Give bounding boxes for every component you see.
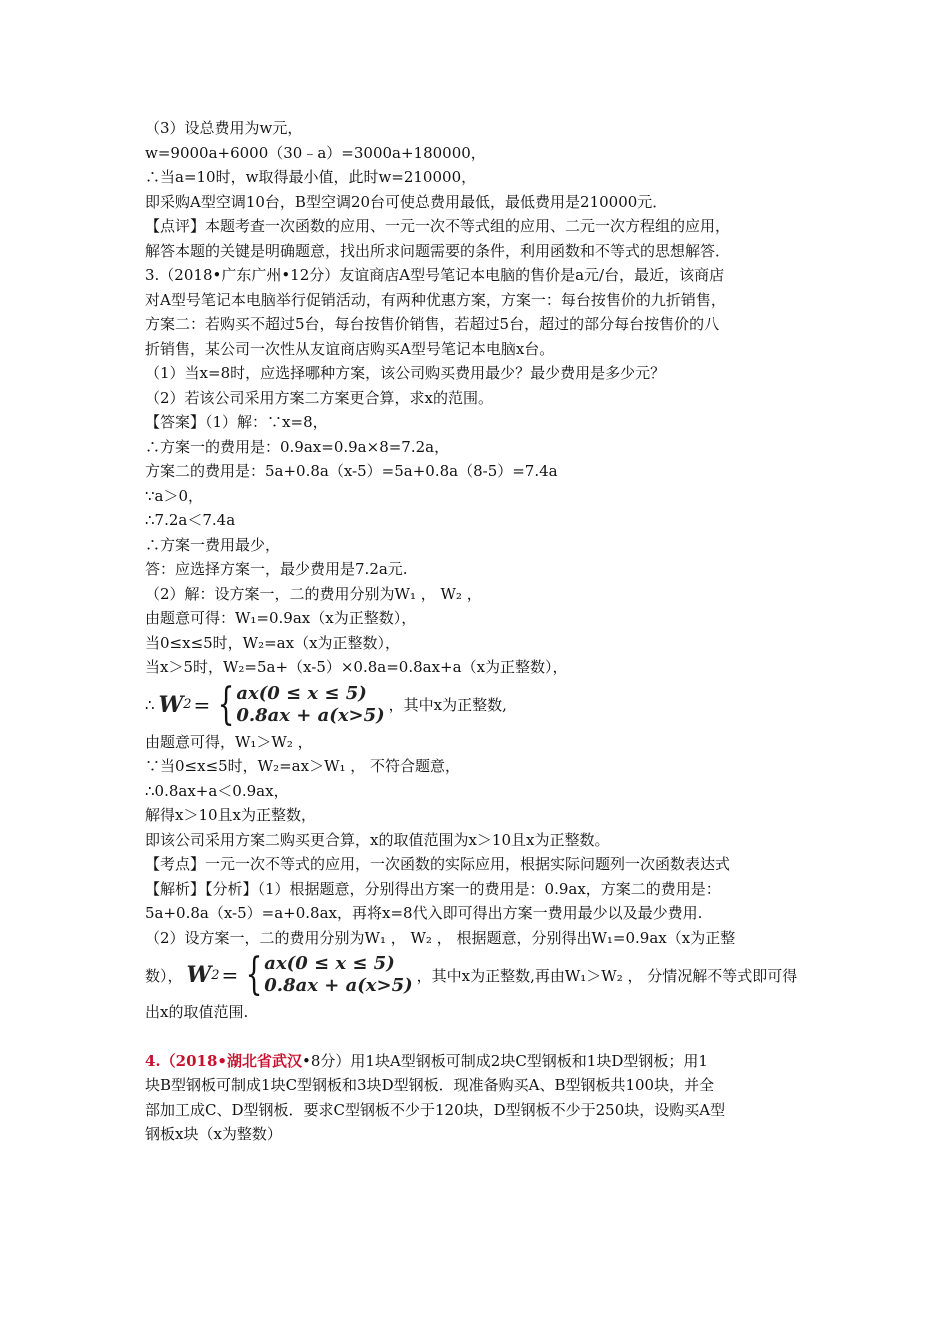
text-line: ∵a＞0， (145, 486, 204, 505)
text-line: 方案二：若购买不超过5台，每台按售价销售，若超过5台，超过的部分每台按售价的八 (145, 315, 720, 333)
formula-suffix: ，其中x为正整数, (388, 696, 507, 714)
text-line: 即该公司采用方案二购买更合算，x的取值范围为x＞10且x为正整数。 (145, 830, 610, 849)
text-line: ∴方案一费用最少， (145, 535, 281, 554)
q4-source: 2018•湖北省武汉 (175, 1051, 303, 1070)
question-3-title: 3.（2018•广东广州•12分）友谊商店A型号笔记本电脑的售价是a元/台，最近，该商店 (145, 266, 725, 284)
text-line: （1）当x=8时，应选择哪种方案，该公司购买费用最少？最少费用是多少元？ (145, 364, 666, 382)
text-line: ∴当a=10时，w取得最小值，此时w=210000， (145, 168, 477, 186)
formula-subscript: 2 (211, 967, 220, 983)
text-line: 方案二的费用是：5a+0.8a（x-5）=5a+0.8a（8-5）=7.4a (145, 462, 558, 480)
text-line: 即采购A型空调10台，B型空调20台可使总费用最低，最低费用是210000元． (145, 192, 668, 211)
text-line: 块B型钢板可制成1块C型钢板和3块D型钢板．现准备购买A、B型钢板共100块，并全 (145, 1076, 715, 1094)
formula-prefix: 数）， (145, 966, 183, 985)
formula-case-1: ax(0 ≤ x ≤ 5) (264, 953, 395, 974)
left-brace-icon: { (245, 949, 263, 1000)
formula-lhs: W (186, 962, 212, 988)
piecewise-formula-1 (145, 680, 810, 730)
formula-suffix: ，其中x为正整数,再由W₁＞W₂ ， 分情况解不等式即可得 (416, 966, 798, 985)
text-line: ∴方案一的费用是：0.9ax=0.9a×8=7.2a， (145, 437, 450, 456)
text-line: 部加工成C、D型钢板．要求C型钢板不少于120块，D型钢板不少于250块，设购买A型 (145, 1100, 726, 1119)
text-line: （2）若该公司采用方案二方案更合算，求x的范围。 (145, 388, 494, 407)
text-line: 5a+0.8a（x-5）=a+0.8ax，再将x=8代入即可得出方案一费用最少以及最少费用. (145, 904, 703, 922)
q4-text: •8分）用1块A型钢板可制成2块C型钢板和1块D型钢板；用1 (302, 1051, 708, 1070)
formula-image (186, 949, 413, 1000)
question-4-title (145, 1049, 810, 1074)
text-line: 【点评】本题考查一次函数的应用、一元一次不等式组的应用、二元一次方程组的应用， (145, 217, 731, 235)
text-line: 当0≤x≤5时，W₂=ax（x为正整数）， (145, 633, 401, 652)
document-page (145, 116, 810, 1147)
text-line: 解得x＞10且x为正整数， (145, 806, 317, 824)
formula-cases (236, 683, 384, 727)
text-line: （2）解：设方案一，二的费用分别为W₁ ， W₂ ， (145, 584, 482, 603)
spacer (145, 1025, 810, 1049)
answer-heading: 【答案】（1）解：∵x=8， (145, 413, 328, 431)
text-line: 由题意可得，W₁＞W₂ ， (145, 732, 313, 751)
text-line: ∴0.8ax+a＜0.9ax， (145, 781, 289, 800)
text-line: 钢板x块（x为整数） (145, 1125, 282, 1143)
text-line: 对A型号笔记本电脑举行促销活动，有两种优惠方案，方案一：每台按售价的九折销售， (145, 290, 726, 309)
key-points-line: 【考点】一元一次不等式的应用，一次函数的实际应用，根据实际问题列一次函数表达式 (145, 855, 731, 873)
text-line: （2）设方案一，二的费用分别为W₁ ， W₂ ， 根据题意，分别得出W₁=0.9ax（x为正整 (145, 928, 736, 947)
text-line: ∴7.2a＜7.4a (145, 511, 236, 529)
formula-equals: = (221, 963, 239, 987)
text-line: 折销售，某公司一次性从友谊商店购买A型号笔记本电脑x台。 (145, 339, 555, 358)
formula-lhs: W (158, 691, 184, 718)
text-line: 答：应选择方案一，最少费用是7.2a元. (145, 560, 408, 578)
text-line: 解答本题的关键是明确题意，找出所求问题需要的条件，利用函数和不等式的思想解答． (145, 241, 731, 260)
formula-image (158, 678, 385, 730)
formula-cases (264, 953, 412, 997)
text-line: ∵当0≤x≤5时，W₂=ax＞W₁ ， 不符合题意， (145, 757, 461, 775)
text-line: 当x＞5时，W₂=5a+（x-5）×0.8a=0.8ax+a（x为正整数）， (145, 658, 568, 676)
q4-number: 4.（ (145, 1051, 176, 1070)
text-line: 出x的取值范围. (145, 1003, 249, 1021)
text-line: 由题意可得：W₁=0.9ax（x为正整数）， (145, 609, 417, 627)
therefore-symbol: ∴ (145, 695, 155, 714)
formula-equals: = (193, 692, 211, 717)
text-line: （3）设总费用为w元， (145, 119, 303, 137)
analysis-line: 【解析】【分析】（1）根据题意，分别得出方案一的费用是：0.9ax，方案二的费用是： (145, 879, 721, 898)
formula-case-2: 0.8ax + a(x>5) (236, 704, 385, 726)
formula-subscript: 2 (183, 697, 192, 712)
piecewise-formula-2 (145, 950, 810, 1000)
text-line: w=9000a+6000（30﹣a）=3000a+180000， (145, 143, 486, 162)
left-brace-icon: { (217, 678, 235, 730)
formula-case-1: ax(0 ≤ x ≤ 5) (236, 682, 367, 704)
formula-case-2: 0.8ax + a(x>5) (264, 975, 413, 996)
